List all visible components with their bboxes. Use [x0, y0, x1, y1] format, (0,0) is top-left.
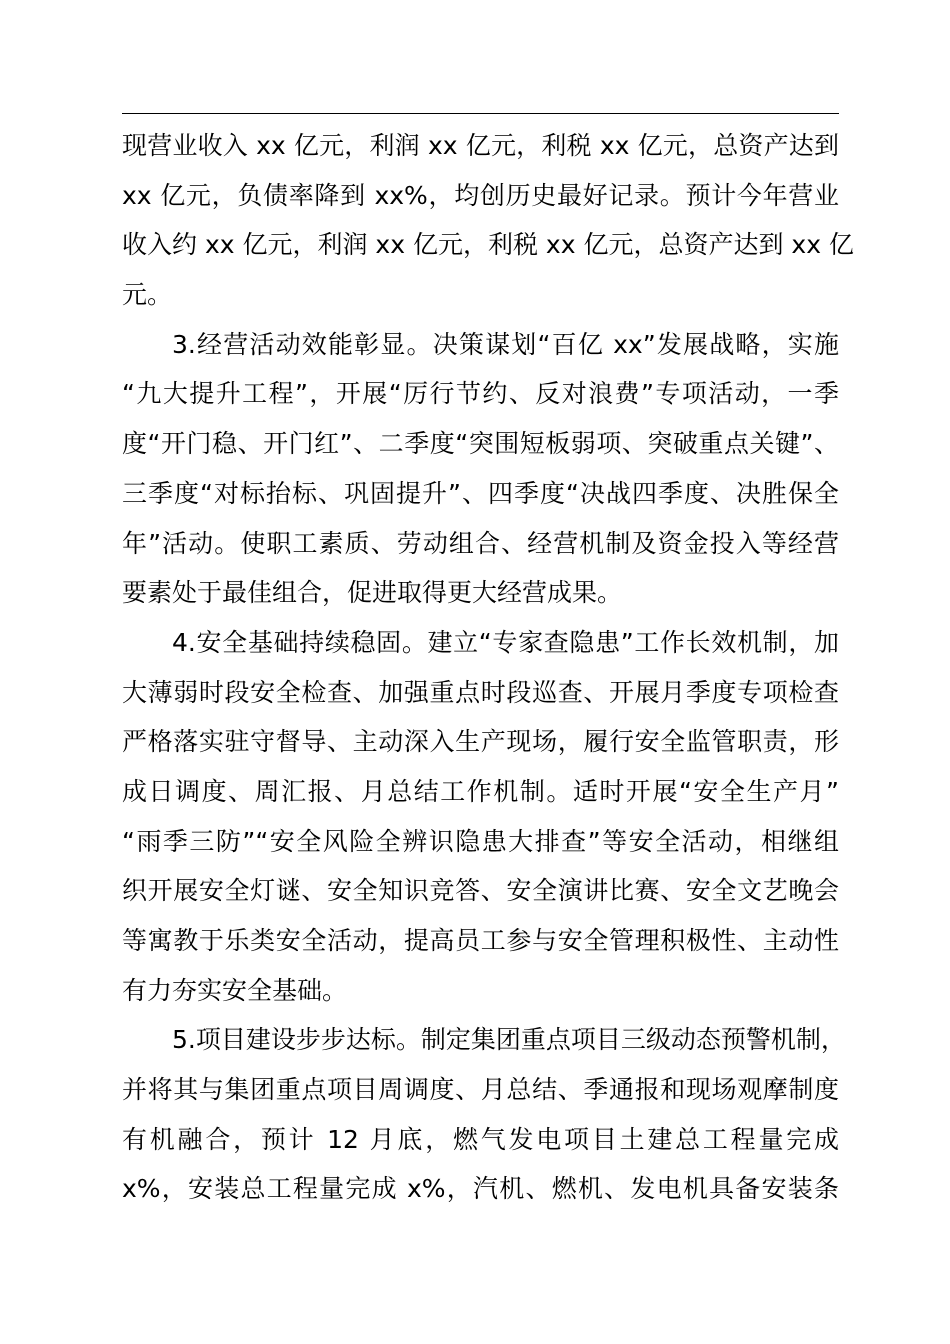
- text-line: 度“开门稳、开门红”、二季度“突围短板弱项、突破重点关键”、: [122, 429, 839, 459]
- text-line: 严格落实驻守督导、主动深入生产现场，履行安全监管职责，形: [122, 727, 839, 757]
- text-line: 成日调度、周汇报、月总结工作机制。适时开展“安全生产月”: [122, 776, 839, 806]
- text-line: “九大提升工程”，开展“厉行节约、反对浪费”专项活动，一季: [122, 379, 839, 409]
- text-line: 元。: [122, 280, 173, 310]
- text-line: 现营业收入 xx 亿元，利润 xx 亿元，利税 xx 亿元，总资产达到: [122, 131, 839, 160]
- paragraph-safety: [122, 618, 839, 1016]
- text-line: 等寓教于乐类安全活动，提高员工参与安全管理积极性、主动性: [122, 926, 839, 955]
- paragraph-financial-results: [122, 121, 854, 320]
- paragraph-projects: [122, 1015, 846, 1214]
- text-line: 有机融合，预计 12 月底，燃气发电项目土建总工程量完成: [122, 1124, 839, 1154]
- paragraph-operations: [122, 320, 839, 618]
- text-line: x%，安装总工程量完成 x%，汽机、燃机、发电机具备安装条: [122, 1174, 839, 1204]
- text-line: 4.安全基础持续稳固。建立“专家查隐患”工作长效机制，加: [172, 627, 839, 657]
- text-line: xx 亿元，负债率降到 xx%，均创历史最好记录。预计今年营业: [122, 180, 839, 210]
- text-line: 3.经营活动效能彰显。决策谋划“百亿 xx”发展战略，实施: [172, 329, 839, 359]
- text-line: 织开展安全灯谜、安全知识竞答、安全演讲比赛、安全文艺晚会: [122, 876, 839, 906]
- text-line: 并将其与集团重点项目周调度、月总结、季通报和现场观摩制度: [122, 1075, 839, 1105]
- text-line: 收入约 xx 亿元，利润 xx 亿元，利税 xx 亿元，总资产达到 xx 亿: [122, 230, 854, 260]
- text-line: 三季度“对标抬标、巩固提升”、四季度“决战四季度、决胜保全: [122, 478, 839, 508]
- text-line: 年”活动。使职工素质、劳动组合、经营机制及资金投入等经营: [122, 528, 839, 558]
- text-line: 有力夯实安全基础。: [122, 975, 348, 1005]
- header-rule: [122, 113, 839, 114]
- text-line: 大薄弱时段安全检查、加强重点时段巡查、开展月季度专项检查: [122, 677, 839, 707]
- text-line: 5.项目建设步步达标。制定集团重点项目三级动态预警机制，: [172, 1025, 846, 1055]
- text-line: “雨季三防”“安全风险全辨识隐患大排查”等安全活动，相继组: [122, 826, 839, 856]
- text-line: 要素处于最佳组合，促进取得更大经营成果。: [122, 578, 623, 608]
- body-text: [122, 121, 854, 1214]
